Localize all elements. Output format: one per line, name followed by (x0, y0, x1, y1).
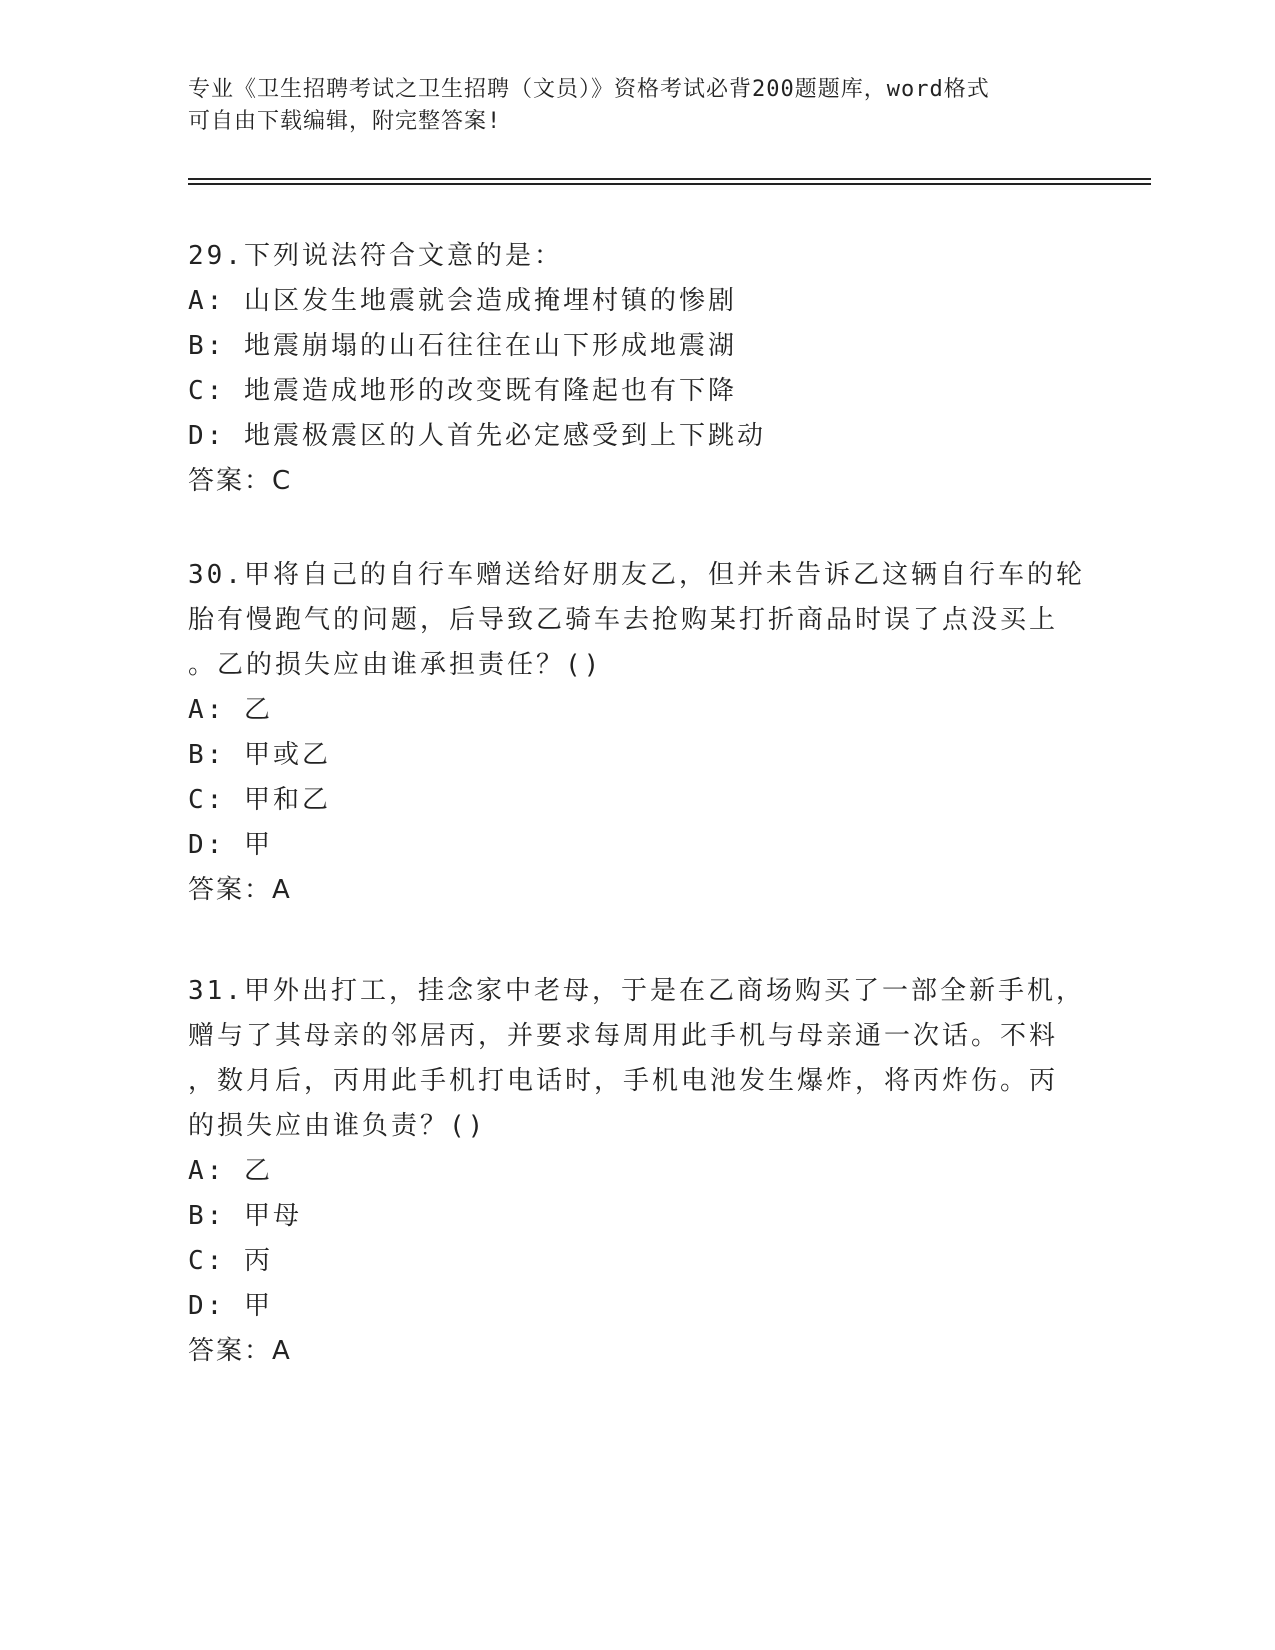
option-a: A: 山区发生地震就会造成掩埋村镇的惨剧 (188, 286, 737, 316)
header-title-line-1: 专业《卫生招聘考试之卫生招聘（文员）》资格考试必背200题题库，word格式 (188, 77, 990, 102)
question-text-line-4: 的损失应由谁负责？() (188, 1111, 487, 1141)
header-title-line-2: 可自由下载编辑，附完整答案! (188, 109, 502, 134)
question-text-line-1: 31.甲外出打工，挂念家中老母，于是在乙商场购买了一部全新手机， (188, 976, 1085, 1006)
question-text-line-2: 胎有慢跑气的问题，后导致乙骑车去抢购某打折商品时误了点没买上 (188, 605, 1059, 635)
answer-text: 答案：A (188, 875, 292, 905)
question-31 (188, 969, 1085, 1374)
answer-text: 答案：C (188, 466, 293, 496)
option-d: D: 甲 (188, 830, 273, 860)
option-b: B: 地震崩塌的山石往往在山下形成地震湖 (188, 331, 737, 361)
question-29 (188, 234, 1068, 504)
question-text-line-3: ，数月后，丙用此手机打电话时，手机电池发生爆炸，将丙炸伤。丙 (188, 1066, 1059, 1096)
option-c: C: 丙 (188, 1246, 273, 1276)
question-30 (188, 553, 1085, 913)
option-a: A: 乙 (188, 695, 273, 725)
header-divider-top (188, 178, 1151, 180)
option-d: D: 甲 (188, 1291, 273, 1321)
option-b: B: 甲或乙 (188, 740, 331, 770)
answer-text: 答案：A (188, 1336, 292, 1366)
option-a: A: 乙 (188, 1156, 273, 1186)
option-d: D: 地震极震区的人首先必定感受到上下跳动 (188, 421, 766, 451)
option-c: C: 地震造成地形的改变既有隆起也有下降 (188, 376, 737, 406)
question-text: 29.下列说法符合文意的是： (188, 241, 563, 271)
question-text-line-1: 30.甲将自己的自行车赠送给好朋友乙，但并未告诉乙这辆自行车的轮 (188, 560, 1085, 590)
document-header (188, 74, 1068, 138)
question-text-line-3: 。乙的损失应由谁承担责任？() (188, 650, 603, 680)
question-text-line-2: 赠与了其母亲的邻居丙，并要求每周用此手机与母亲通一次话。不料 (188, 1021, 1059, 1051)
option-c: C: 甲和乙 (188, 785, 331, 815)
option-b: B: 甲母 (188, 1201, 302, 1231)
header-divider-bottom (188, 183, 1151, 185)
